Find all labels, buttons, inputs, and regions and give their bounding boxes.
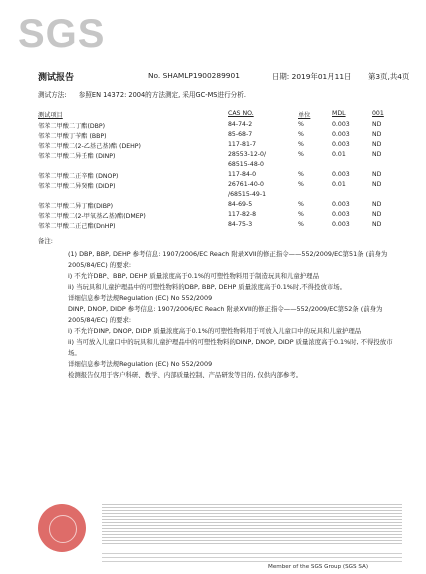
table-cell: ND [372, 211, 382, 218]
address-contact-block [102, 550, 402, 564]
remarks-section [38, 236, 398, 381]
table-row [38, 131, 402, 141]
table-cell: % [298, 151, 304, 158]
table-cell: ND [372, 121, 382, 128]
table-cell: 0.003 [332, 121, 350, 128]
table-cell: 117-84-0 [228, 171, 257, 178]
table-cell: 84-75-3 [228, 221, 253, 228]
seal-inner-ring [49, 515, 77, 543]
test-method-label: 测试方法: [38, 91, 67, 99]
remark-line: ii) 当玩具和儿童护理品中的可塑性物料的DBP, BBP, DEHP 质量浓度高于0.1%时,不得投放市场。 [68, 283, 347, 291]
table-cell: 84-69-5 [228, 201, 253, 208]
table-cell [372, 191, 402, 201]
remark-line: 详细信息参考法规Regulation (EC) No 552/2009 [68, 294, 213, 302]
table-row [38, 191, 402, 201]
table-cell: 117-81-7 [228, 141, 257, 148]
table-row [38, 121, 402, 131]
table-cell: /68515-49-1 [228, 191, 267, 198]
table-row [38, 151, 402, 161]
table-row [38, 211, 402, 221]
test-method [38, 89, 256, 99]
member-notice: Member of the SGS Group (SGS SA) [268, 564, 368, 570]
table-cell: % [298, 181, 304, 188]
table-cell: ND [372, 201, 382, 208]
report-number: No. SHAMLP1900289901 [148, 71, 240, 80]
table-cell: 0.01 [332, 151, 346, 158]
table-header-row [38, 110, 402, 121]
table-cell: % [298, 131, 304, 138]
table-row [38, 221, 402, 231]
table-cell: 0.003 [332, 201, 350, 208]
table-row [38, 181, 402, 191]
report-title: 测试报告 [38, 73, 75, 83]
column-header: 单位 [298, 112, 311, 119]
table-cell: % [298, 201, 304, 208]
table-cell [38, 161, 228, 171]
table-cell: 26761-40-0 [228, 181, 264, 188]
table-cell: 68515-48-0 [228, 161, 264, 168]
table-cell: % [298, 221, 304, 228]
remark-line: DINP, DNOP, DIDP 参考信息: 1907/2006/EC Reach 附录XVII的修正指令——552/2009/EC第52条 (前身为2005/84/EC) 的要求: [68, 305, 383, 324]
table-row [38, 201, 402, 211]
table-cell: 邻苯二甲酸二异丁酯(DIBP) [38, 203, 114, 210]
table-cell [298, 191, 332, 201]
table-cell: ND [372, 151, 382, 158]
remark-line: 检测报告仅用于客户科研、教学、内部质量控制、产品研发等目的, 仅供内部参考。 [68, 371, 303, 379]
column-header: 001 [372, 110, 384, 117]
table-row [38, 171, 402, 181]
table-cell: ND [372, 181, 382, 188]
remark-line: i) 不允许DBP、BBP, DEHP 质量浓度高于0.1%的可塑性物料用于制造玩具和儿童护理品 [68, 272, 319, 280]
table-cell [38, 191, 228, 201]
table-cell: 0.01 [332, 181, 346, 188]
results-table [38, 110, 402, 231]
table-cell: ND [372, 171, 382, 178]
table-cell: ND [372, 221, 382, 228]
table-cell [332, 161, 372, 171]
page-indicator: 第3页,共4页 [368, 72, 410, 81]
table-cell: 邻苯二甲酸二丁酯(DBP) [38, 123, 106, 130]
table-cell: ND [372, 141, 382, 148]
table-cell: 邻苯二甲酸丁苄酯 (BBP) [38, 133, 107, 140]
table-cell: 0.003 [332, 221, 350, 228]
table-cell [372, 161, 402, 171]
table-cell: 85-68-7 [228, 131, 253, 138]
remark-line: 详细信息参考法规Regulation (EC) No 552/2009 [68, 360, 213, 368]
table-cell [298, 161, 332, 171]
report-date: 日期: 2019年01月11日 [272, 72, 352, 81]
table-cell: 117-82-8 [228, 211, 257, 218]
table-cell: % [298, 211, 304, 218]
table-cell: 0.003 [332, 171, 350, 178]
column-header: 测试项目 [38, 112, 63, 119]
table-cell: 邻苯二甲酸二异癸酯 (DIDP) [38, 183, 116, 190]
table-cell: 邻苯二甲酸二(2-甲氧基乙基)酯(DMEP) [38, 213, 146, 220]
column-header: MDL [332, 110, 346, 117]
legal-disclaimer-block [102, 502, 402, 546]
test-method-text: 参照EN 14372: 2004的方法测定, 采用GC-MS进行分析. [78, 91, 246, 99]
table-cell: 0.003 [332, 141, 350, 148]
table-cell: % [298, 121, 304, 128]
table-cell: 邻苯二甲酸二正己酯(DnHP) [38, 223, 116, 230]
remark-line: (1) DBP, BBP, DEHP 参考信息: 1907/2006/EC Reach 附录XVII的修正指令——552/2009/EC第51条 (前身为2005/84/EC) 的要求: [68, 250, 388, 269]
table-cell [332, 191, 372, 201]
table-cell: 0.003 [332, 211, 350, 218]
table-row [38, 161, 402, 171]
table-cell: 邻苯二甲酸二正辛酯 (DNOP) [38, 173, 119, 180]
remark-line: i) 不允许DINP, DNOP, DIDP 质量浓度高于0.1%的可塑性物料用于可放入儿童口中的玩具和儿童护理品 [68, 327, 362, 335]
table-cell: 0.003 [332, 131, 350, 138]
remark-line: ii) 当可放入儿童口中的玩具和儿童护理品中的可塑性物料的DINP, DNOP, DIDP 质量浓度高于0.1%时, 不得投放市场。 [68, 338, 393, 357]
table-cell: 邻苯二甲酸二异壬酯 (DINP) [38, 153, 116, 160]
table-cell: ND [372, 131, 382, 138]
table-row [38, 141, 402, 151]
column-header: CAS NO. [228, 110, 254, 117]
table-cell: 邻苯二甲酸二(2-乙基己基)酯 (DEHP) [38, 143, 141, 150]
remarks-heading: 备注: [38, 237, 53, 245]
table-cell: 84-74-2 [228, 121, 253, 128]
table-cell: % [298, 171, 304, 178]
table-cell: 28553-12-0/ [228, 151, 267, 158]
company-seal-icon [38, 504, 86, 552]
sgs-logo: SGS [18, 12, 106, 56]
table-cell: % [298, 141, 304, 148]
